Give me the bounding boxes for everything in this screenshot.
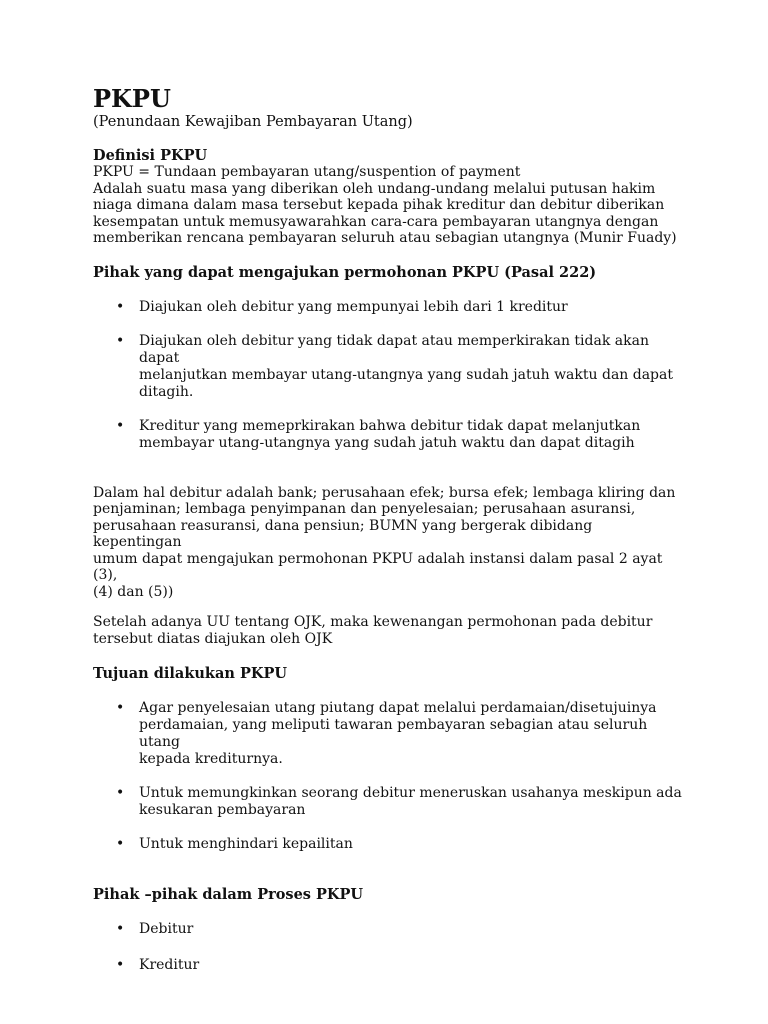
list-item (93, 921, 683, 938)
section-heading-tujuan: Tujuan dilakukan PKPU (93, 665, 288, 682)
bullet-icon: • (116, 298, 125, 315)
list-item (93, 957, 683, 974)
section-heading-pihak-mengajukan: Pihak yang dapat mengajukan permohonan PKPU (Pasal 222) (93, 263, 597, 281)
bank-paragraph (93, 485, 683, 601)
paragraph-line: tersebut diatas diajukan oleh OJK (93, 630, 333, 647)
definisi-line: PKPU = Tundaan pembayaran utang/suspention of payment (93, 164, 521, 180)
document-page (93, 86, 683, 974)
list-item (93, 836, 683, 853)
list-item-line: perdamaian, yang meliputi tawaran pembayaran sebagian atau seluruh utang (139, 717, 648, 750)
list-item-line: Untuk memungkinkan seorang debitur meneruskan usahanya meskipun ada (139, 785, 682, 801)
definisi-line: niaga dimana dalam masa tersebut kepada pihak kreditur dan debitur diberikan (93, 197, 665, 213)
list-item (93, 333, 683, 401)
list-item-line: membayar utang-utangnya yang sudah jatuh waktu dan dapat ditagih (139, 434, 635, 451)
definisi-line: kesempatan untuk memusyawarahkan cara-cara pembayaran utangnya dengan (93, 213, 659, 230)
definisi-line: memberikan rencana pembayaran seluruh atau sebagian utangnya (Munir Fuady) (93, 230, 677, 246)
list-item-line: ditagih. (139, 383, 194, 400)
section-heading-pihak-proses: Pihak –pihak dalam Proses PKPU (93, 886, 364, 903)
pihak-mengajukan-list (93, 299, 683, 452)
list-item-line: Agar penyelesaian utang piutang dapat melalui perdamaian/disetujuinya (139, 700, 657, 716)
bullet-icon: • (116, 957, 125, 973)
definisi-line: Adalah suatu masa yang diberikan oleh undang-undang melalui putusan hakim (93, 180, 656, 197)
list-item-line: kesukaran pembayaran (139, 802, 306, 818)
bullet-icon: • (116, 921, 125, 937)
list-item (93, 418, 683, 452)
bullet-icon: • (116, 836, 125, 852)
list-item-line: Untuk menghindari kepailitan (139, 836, 353, 852)
paragraph-line: (4) dan (5)) (93, 583, 174, 600)
list-item-line: Kreditur yang memeprkirakan bahwa debitur tidak dapat melanjutkan (139, 417, 641, 434)
paragraph-line: Dalam hal debitur adalah bank; perusahaan efek; bursa efek; lembaga kliring dan (93, 484, 676, 501)
list-item-line: kepada krediturnya. (139, 751, 283, 767)
list-item-line: Debitur (139, 921, 194, 937)
list-item-line: Diajukan oleh debitur yang mempunyai lebih dari 1 kreditur (139, 298, 568, 315)
pihak-proses-list (93, 921, 683, 974)
document-subtitle: (Penundaan Kewajiban Pembayaran Utang) (93, 114, 413, 130)
section-heading-definisi: Definisi PKPU (93, 147, 208, 164)
paragraph-line: penjaminan; lembaga penyimpanan dan penyelesaian; perusahaan asuransi, (93, 501, 636, 517)
bullet-icon: • (116, 332, 125, 349)
document-title: PKPU (93, 84, 171, 113)
paragraph-line: Setelah adanya UU tentang OJK, maka kewenangan permohonan pada debitur (93, 614, 653, 630)
list-item-line: Diajukan oleh debitur yang tidak dapat atau memperkirakan tidak akan dapat (139, 332, 649, 366)
definisi-paragraph (93, 164, 683, 247)
ojk-paragraph (93, 614, 683, 647)
list-item (93, 299, 683, 316)
list-item-line: melanjutkan membayar utang-utangnya yang sudah jatuh waktu dan dapat (139, 366, 673, 383)
tujuan-list (93, 700, 683, 853)
paragraph-line: perusahaan reasuransi, dana pensiun; BUMN yang bergerak dibidang kepentingan (93, 517, 593, 550)
list-item-line: Kreditur (139, 957, 200, 973)
list-item (93, 785, 683, 819)
bullet-icon: • (116, 785, 125, 801)
paragraph-line: umum dapat mengajukan permohonan PKPU adalah instansi dalam pasal 2 ayat (3), (93, 550, 663, 583)
bullet-icon: • (116, 700, 125, 716)
list-item (93, 700, 683, 768)
bullet-icon: • (116, 417, 125, 434)
